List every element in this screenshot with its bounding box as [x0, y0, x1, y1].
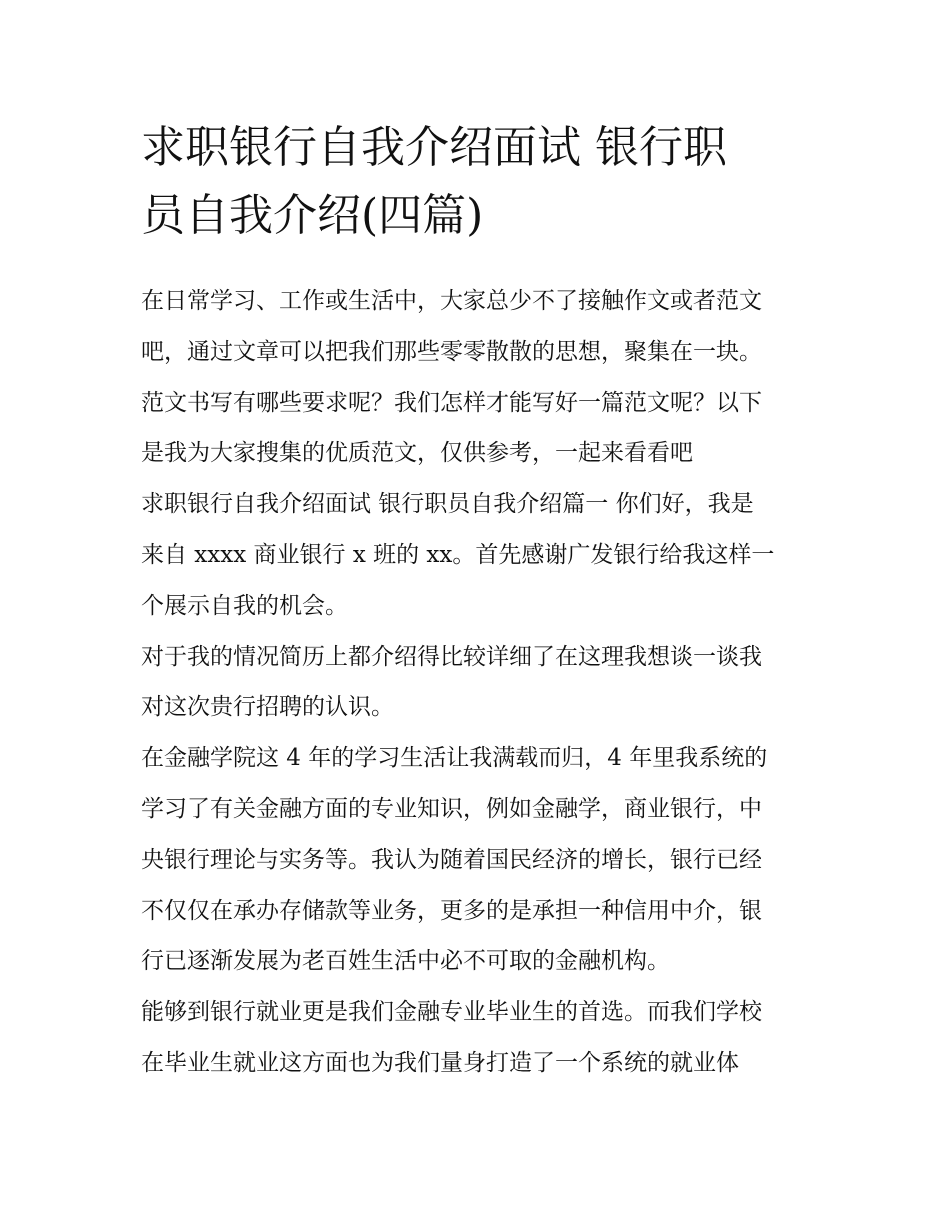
body-line: 不仅仅在承办存储款等业务，更多的是承担一种信用中介，银: [141, 897, 762, 924]
body-line: 行已逐渐发展为老百姓生活中必不可取的金融机构。: [141, 948, 670, 975]
document-title: [141, 114, 821, 250]
title-line-1: 求职银行自我介绍面试 银行职: [141, 122, 727, 173]
body-line: 来自 xxxx 商业银行 x 班的 xx。首先感谢广发银行给我这样一: [141, 541, 775, 568]
body-line: 学习了有关金融方面的专业知识，例如金融学，商业银行，中: [141, 795, 762, 822]
body-line: 范文书写有哪些要求呢？我们怎样才能写好一篇范文呢？以下: [141, 389, 762, 416]
body-line: 是我为大家搜集的优质范文，仅供参考，一起来看看吧: [141, 440, 693, 467]
body-line: 对于我的情况简历上都介绍得比较详细了在这理我想谈一谈我: [141, 643, 762, 670]
title-line-2: 员自我介绍(四篇): [141, 190, 484, 241]
body-line: 在日常学习、工作或生活中，大家总少不了接触作文或者范文: [141, 288, 762, 314]
document-body: [141, 276, 821, 1089]
body-line: 吧，通过文章可以把我们那些零零散散的思想，聚集在一块。: [141, 338, 762, 365]
body-line: 能够到银行就业更是我们金融专业毕业生的首选。而我们学校: [141, 999, 762, 1026]
body-line: 在金融学院这 4 年的学习生活让我满载而归，4 年里我系统的: [141, 745, 768, 772]
body-line: 对这次贵行招聘的认识。: [141, 694, 394, 721]
body-line: 个展示自我的机会。: [141, 592, 348, 619]
body-line: 央银行理论与实务等。我认为随着国民经济的增长，银行已经: [141, 846, 762, 873]
body-line: 求职银行自我介绍面试 银行职员自我介绍篇一 你们好，我是: [141, 491, 754, 518]
body-line: 在毕业生就业这方面也为我们量身打造了一个系统的就业体: [141, 1049, 739, 1076]
